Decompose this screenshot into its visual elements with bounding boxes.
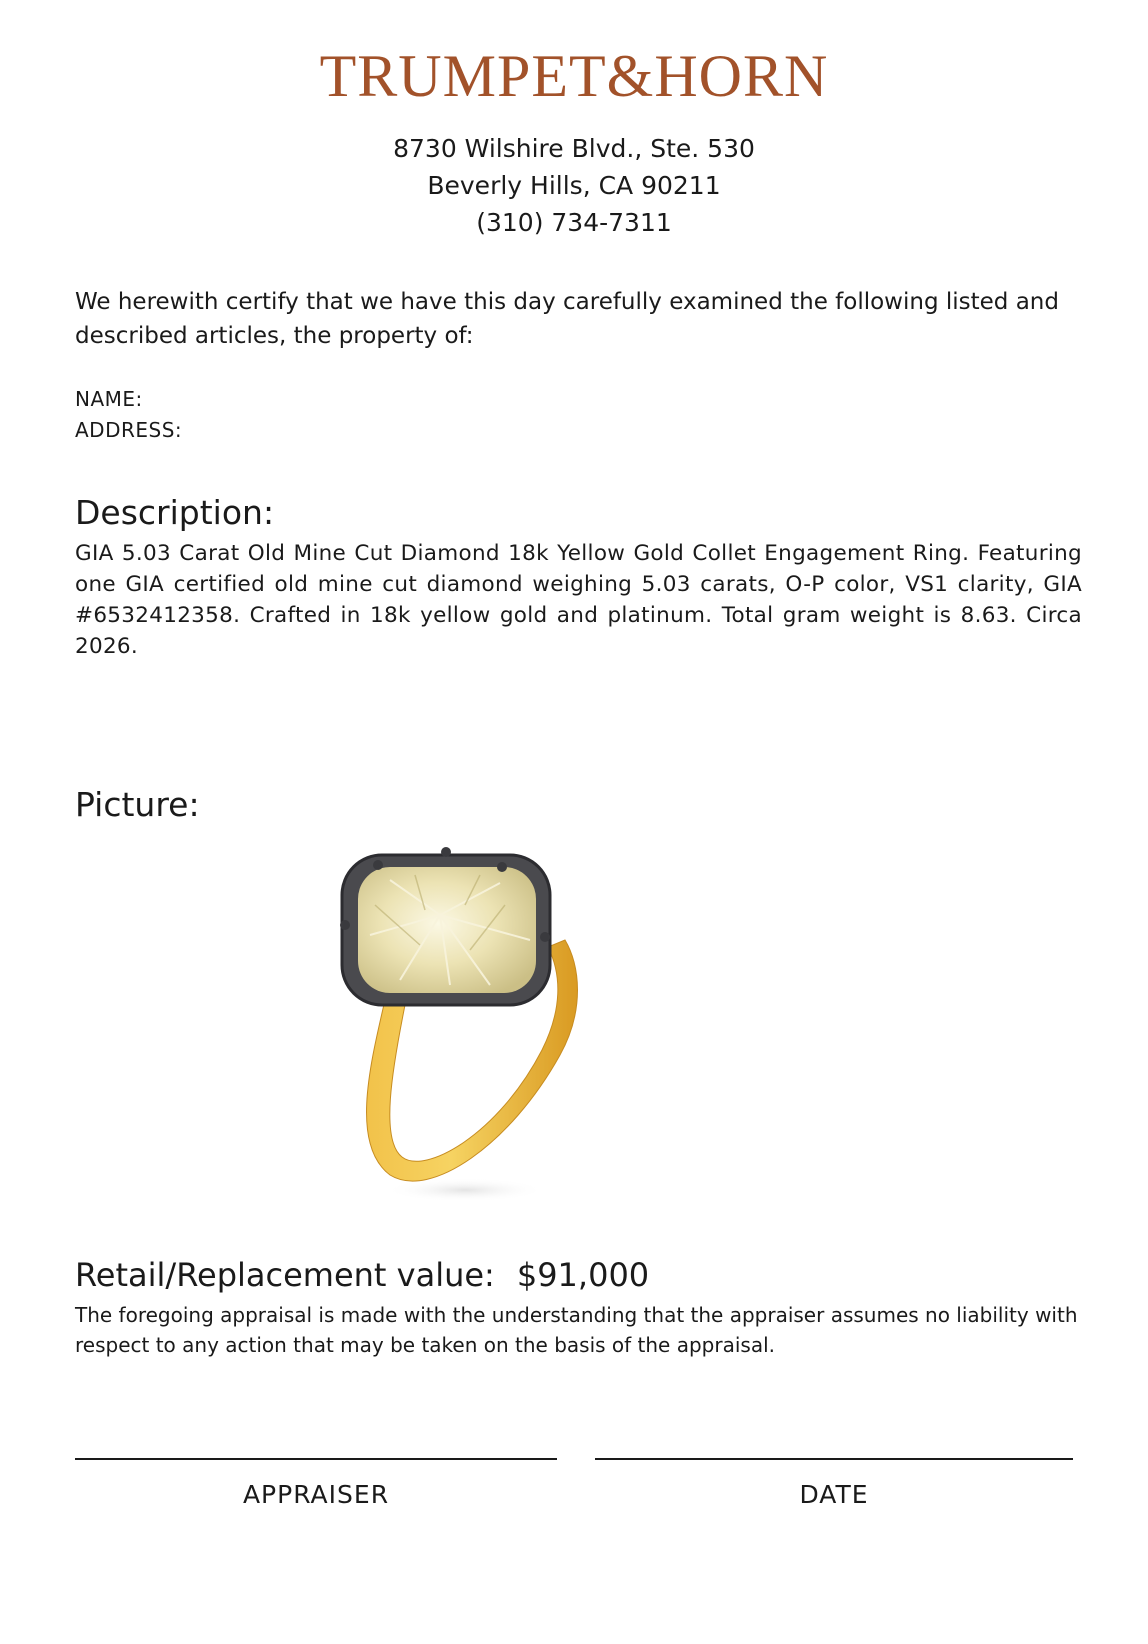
ring-illustration: [330, 845, 630, 1225]
value-label: Retail/Replacement value:: [75, 1256, 495, 1294]
value-row: [75, 1255, 649, 1295]
address-line-1: 8730 Wilshire Blvd., Ste. 530: [393, 134, 755, 163]
name-label: NAME:: [75, 387, 143, 411]
appraiser-signature-line: [75, 1458, 557, 1460]
description-heading: Description:: [75, 493, 275, 532]
address-line-2: Beverly Hills, CA 90211: [427, 171, 721, 200]
description-text: GIA 5.03 Carat Old Mine Cut Diamond 18k Yellow Gold Collet Engagement Ring. Featuring one GIA certified old mine cut diamond weighing 5.03 carats, O-P color, VS1 clarity, GIA #6532412358. Crafted in 18k yellow gold and platinum. Total gram weight is 8.63. Circa 2026.: [75, 541, 1082, 659]
picture-heading: Picture:: [75, 785, 200, 824]
disclaimer-text: The foregoing appraisal is made with the understanding that the appraiser assumes no liability with respect to any action that may be taken on the basis of the appraisal.: [75, 1303, 1078, 1357]
date-label: DATE: [799, 1480, 869, 1509]
phone-number: (310) 734-7311: [476, 208, 672, 237]
certification-statement: We herewith certify that we have this day carefully examined the following listed and described articles, the property of:: [75, 289, 1059, 349]
address-label: ADDRESS:: [75, 418, 183, 442]
store-address: [0, 130, 1148, 241]
brand-logo: TRUMPET&HORN: [319, 43, 829, 109]
date-signature-line: [595, 1458, 1073, 1460]
ring-photo: [330, 845, 630, 1225]
appraiser-label: APPRAISER: [242, 1480, 390, 1509]
value-amount: $91,000: [516, 1256, 650, 1294]
